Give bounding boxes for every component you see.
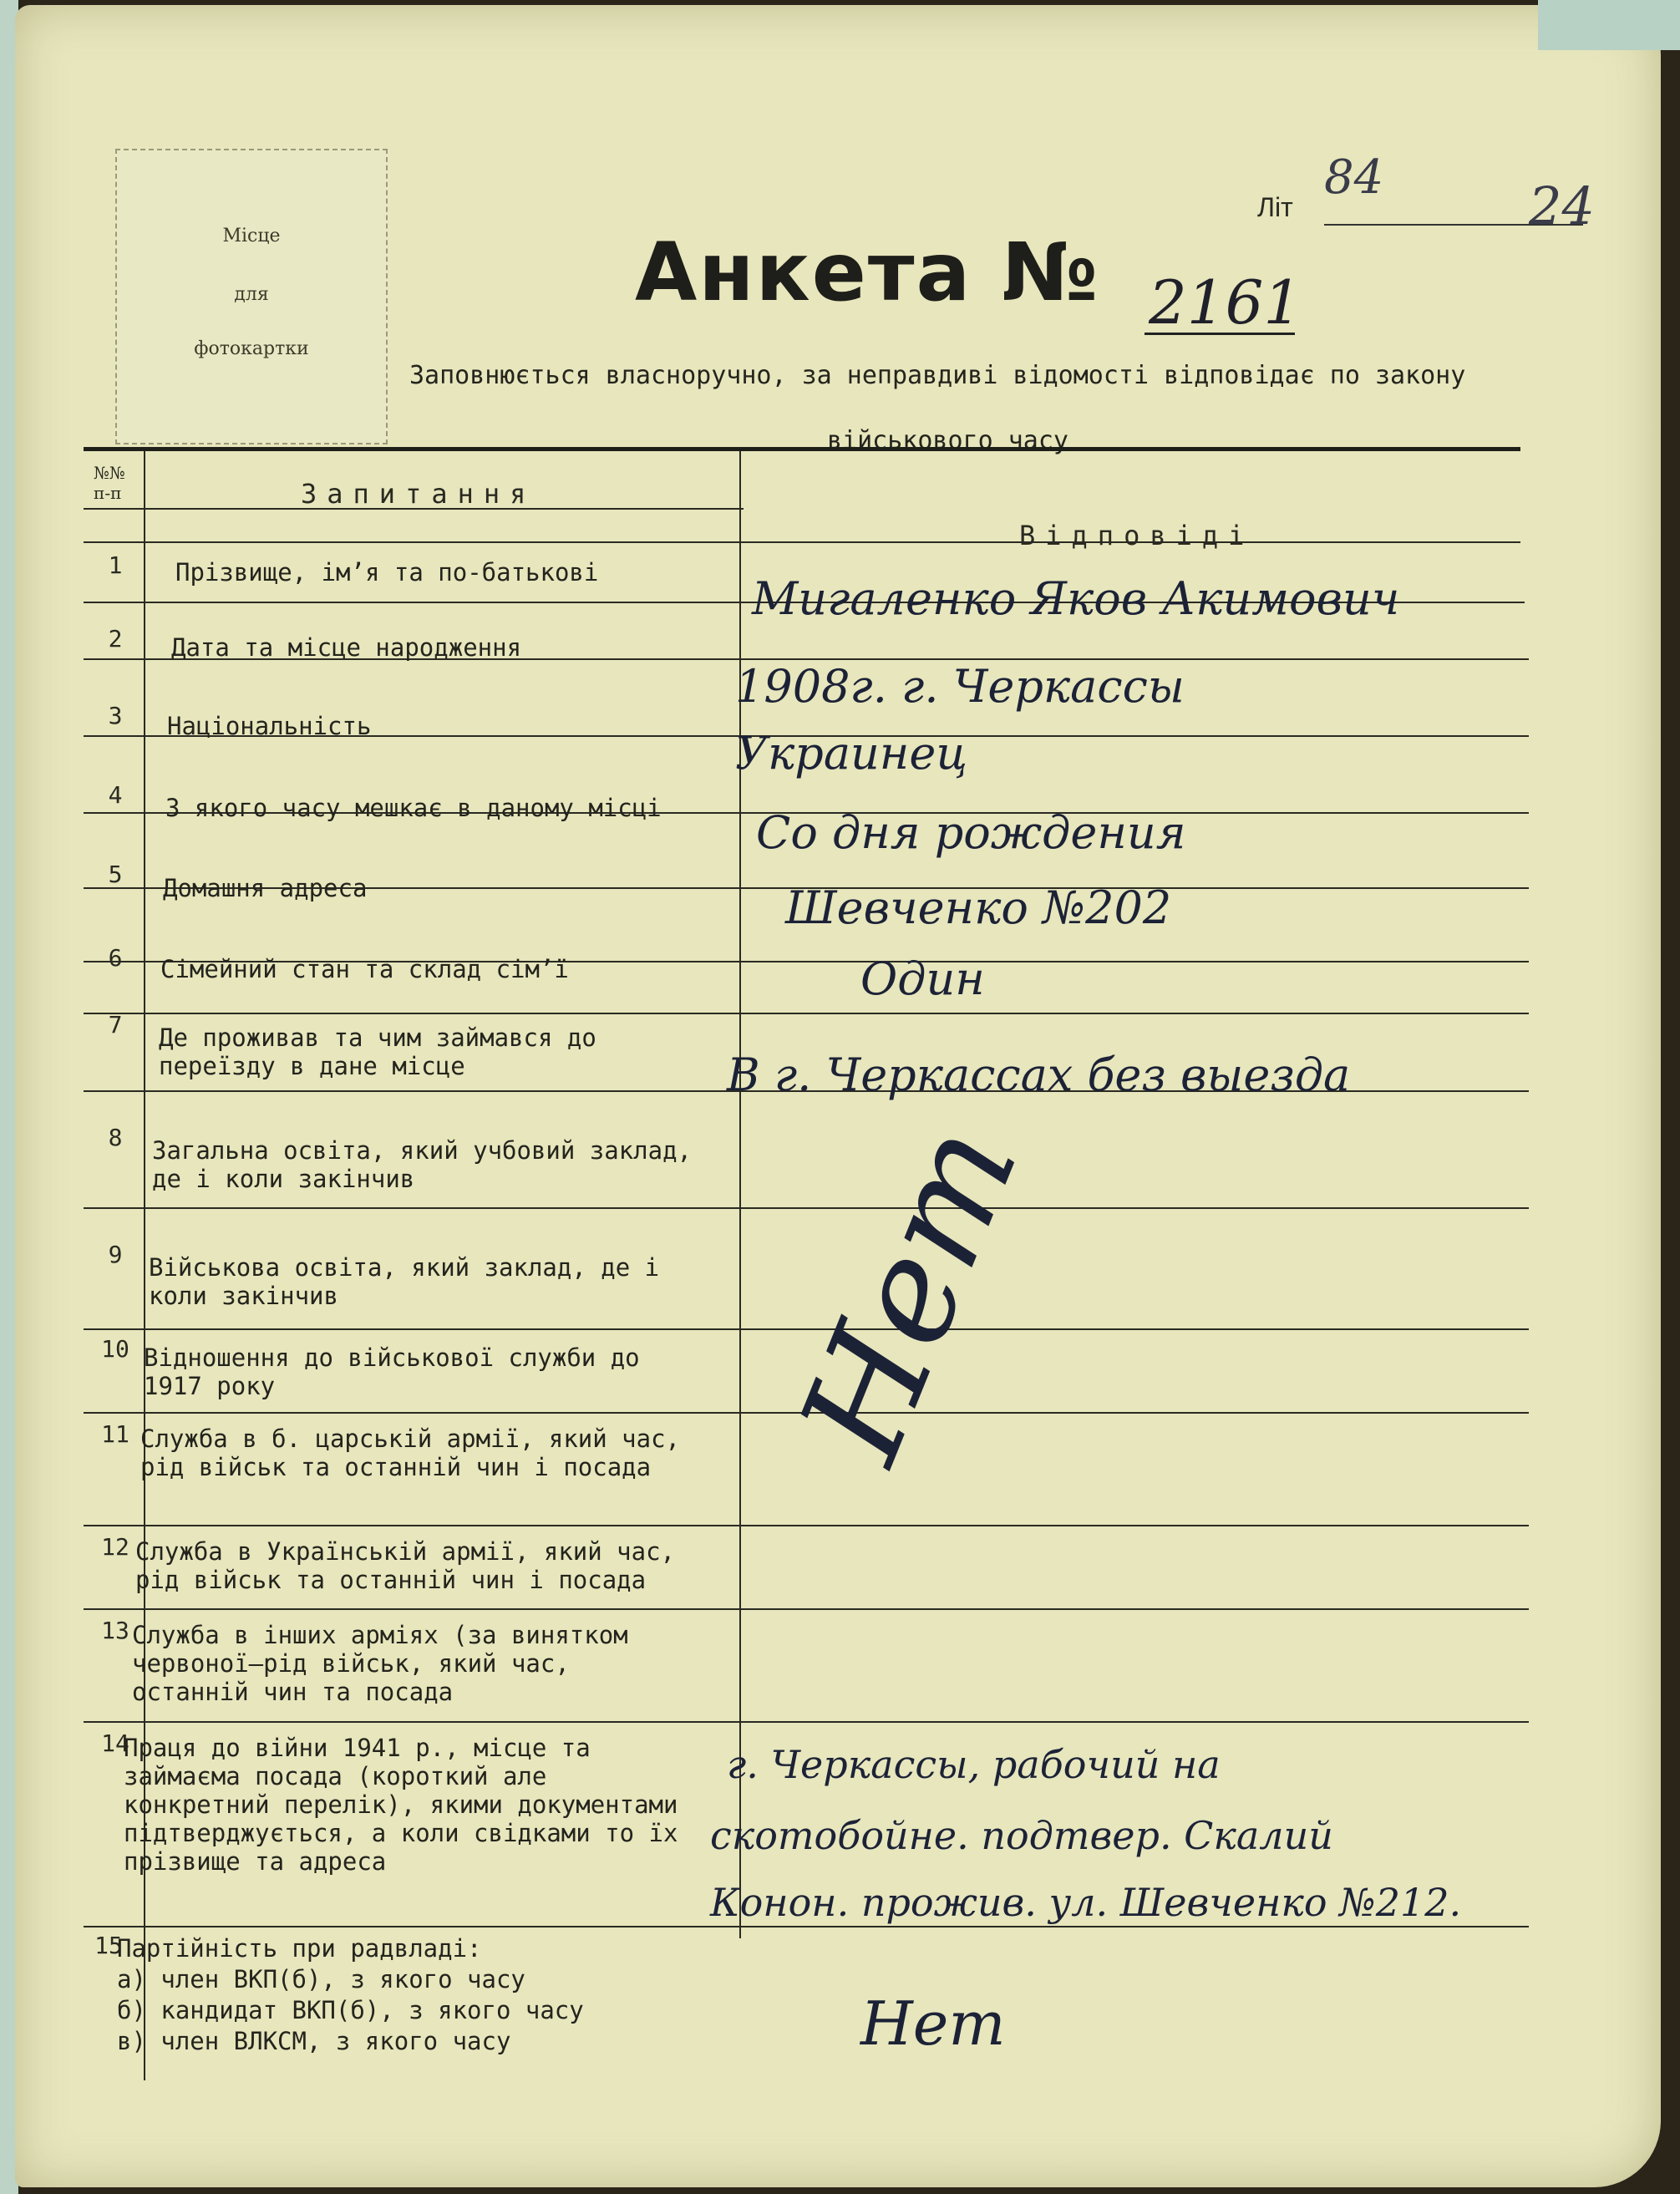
row-number: 13: [101, 1617, 129, 1644]
row-number: 4: [108, 781, 123, 809]
question-text: Де проживав та чим займався до переїзду в дане місце: [159, 1023, 596, 1080]
answer-handwriting: скотобойне. подтвер. Скалий: [710, 1813, 1333, 1858]
column-header-question: Запитання: [301, 478, 536, 510]
photo-label-line1: Місце: [222, 226, 281, 246]
row-number: 8: [108, 1124, 123, 1151]
row-number: 6: [108, 944, 123, 972]
row-number: 2: [108, 625, 123, 653]
row-divider: [84, 508, 744, 510]
question-text: Загальна освіта, який учбовий заклад, де і коли закінчив: [152, 1136, 693, 1193]
question-text: Служба в Українській армії, який час, рід військ та останній чин і посада: [135, 1537, 676, 1594]
answer-handwriting: 1908г. г. Черкассы: [735, 660, 1185, 713]
question-text: Дата та місце народження: [171, 633, 522, 662]
row-divider: [84, 1013, 1529, 1014]
photo-label-line2: для: [234, 284, 269, 305]
question-text: Служба в б. царській армії, який час, рід військ та останній чин і посада: [140, 1425, 681, 1481]
table-top-rule: [84, 447, 1520, 451]
form-number-underline: [1145, 333, 1295, 335]
row-divider: [84, 1721, 1529, 1723]
answer-handwriting: Шевченко №202: [785, 881, 1172, 934]
row-number: 11: [101, 1420, 129, 1448]
answer-handwriting: Мигаленко Яков Акимович: [752, 572, 1400, 625]
answer-handwriting: Один: [860, 952, 985, 1005]
row-number: 9: [108, 1241, 123, 1268]
lit-number-2: 24: [1529, 175, 1595, 236]
cover-edge: [1538, 0, 1680, 50]
lit-number-1: 84: [1324, 150, 1384, 205]
row-divider: [84, 541, 1520, 543]
row-number: 15: [94, 1932, 123, 1959]
answer-handwriting-rows-8-13: Нет: [769, 1102, 1051, 1483]
question-text: З якого часу мешкає в даному місці: [165, 794, 662, 822]
row-number: 5: [108, 861, 123, 888]
question-text: Національність: [167, 712, 372, 740]
lit-label: Літ: [1257, 192, 1293, 222]
question-text: Військова освіта, який заклад, де і коли закінчив: [149, 1253, 660, 1310]
form-number: 2161: [1149, 267, 1302, 338]
row-divider: [84, 1525, 1529, 1526]
row-number: 10: [101, 1335, 129, 1363]
instruction-line-1: Заповнюється власноручно, за неправдиві відомості відповідає по закону: [409, 361, 1466, 390]
question-text: Праця до війни 1941 р., місце та займаєма посада (короткий але конкретний перелік), якими документами підтверджується, а коли свідками то їх прізвище та адреса: [124, 1734, 678, 1876]
question-text: Партійність при радвладі:: [117, 1934, 482, 1963]
question-text: а) член ВКП(б), з якого часу: [117, 1965, 525, 1993]
row-number: 3: [108, 702, 123, 729]
question-text: б) кандидат ВКП(б), з якого часу: [117, 1996, 584, 2024]
photo-placeholder: [115, 149, 388, 444]
row-divider: [84, 1608, 1529, 1610]
column-header-number: №№ п-п: [94, 463, 125, 503]
answer-handwriting: Со дня рождения: [756, 806, 1186, 859]
row-divider: [84, 1926, 1529, 1927]
form-title: Анкета №: [635, 226, 1100, 319]
question-text: Прізвище, ім’я та по-батькові: [175, 558, 599, 587]
answer-handwriting: Украинец: [735, 727, 968, 780]
answer-handwriting: Конон. прожив. ул. Шевченко №212.: [710, 1880, 1462, 1925]
answer-handwriting: г. Черкассы, рабочий на: [727, 1742, 1221, 1787]
row-divider: [84, 1207, 1529, 1209]
answer-handwriting: Нет: [860, 1988, 1006, 2059]
question-text: Відношення до військової служби до 1917 року: [144, 1343, 640, 1400]
row-number: 7: [108, 1011, 123, 1039]
row-number: 14: [101, 1729, 129, 1757]
row-number: 1: [108, 551, 123, 579]
column-header-answer: Відповіді: [1019, 520, 1255, 551]
question-text: Сімейний стан та склад сім’ї: [160, 955, 569, 983]
question-text: Служба в інших арміях (за винятком червоної—рід військ, який час, останній чин та посада: [132, 1621, 628, 1706]
instruction-line-2: військового часу: [827, 426, 1068, 455]
question-text: в) член ВЛКСМ, з якого часу: [117, 2027, 511, 2055]
row-number: 12: [101, 1533, 129, 1561]
photo-label-line3: фотокартки: [194, 338, 309, 359]
answer-handwriting: В г. Черкассах без выезда: [727, 1049, 1351, 1101]
question-text: Домашня адреса: [163, 874, 368, 902]
